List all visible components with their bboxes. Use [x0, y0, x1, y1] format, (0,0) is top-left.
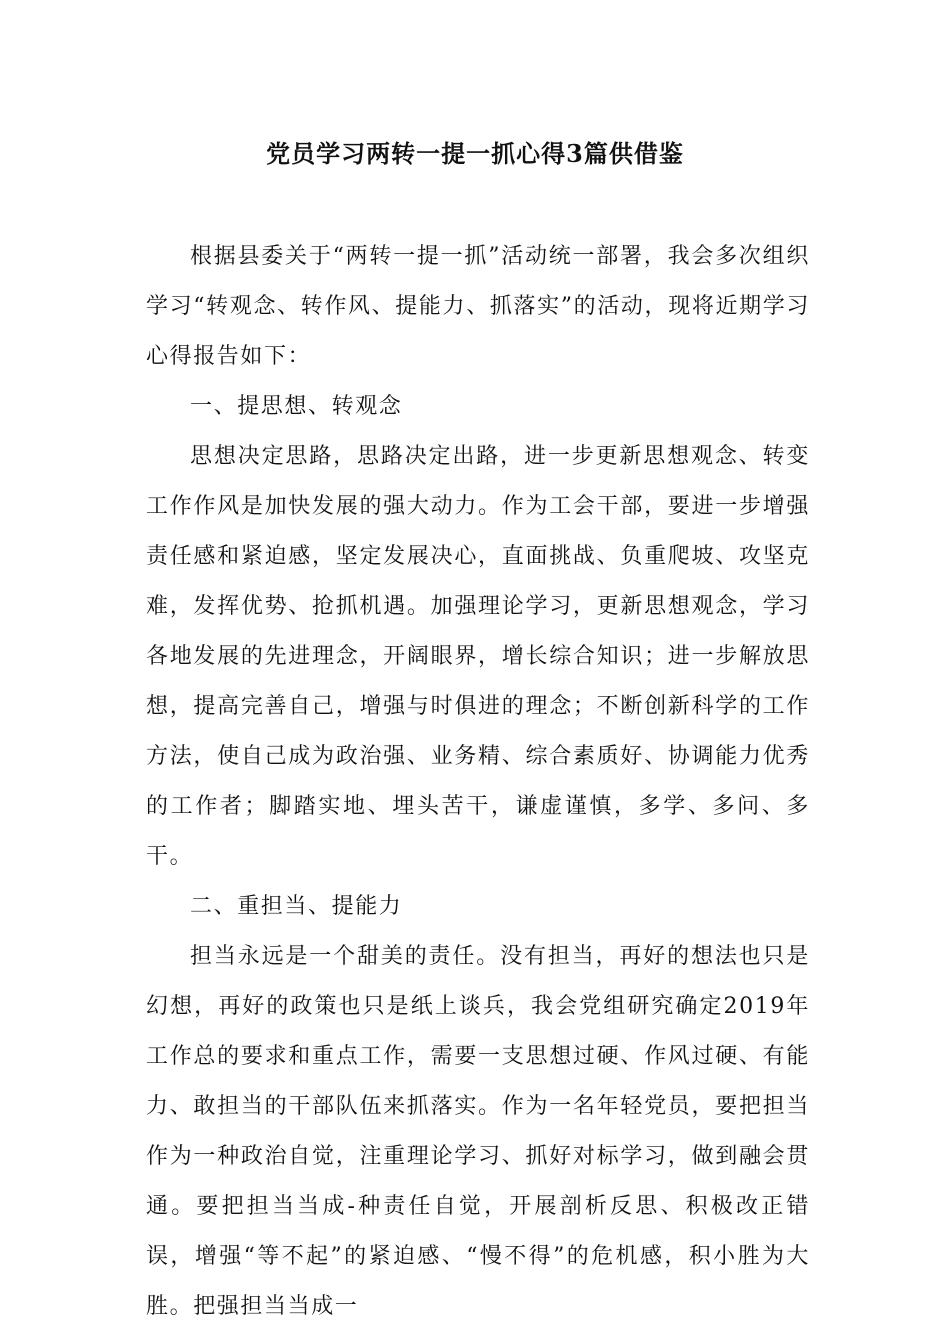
intro-paragraph: 根据县委关于“两转一提一抓”活动统一部署，我会多次组织学习“转观念、转作风、提能力、抓落实”的活动，现将近期学习心得报告如下： [146, 244, 810, 369]
section-2-paragraph: 担当永远是一个甜美的责任。没有担当，再好的想法也只是幻想，再好的政策也只是纸上谈兵，我会党组研究确定2019年工作总的要求和重点工作，需要一支思想过硬、作风过硬、有能力、敢担当的干部队伍来抓落实。作为一名年轻党员，要把担当作为一种政治自觉，注重理论学习、抓好对标学习，做到融会贯通。要把担当当成-种责任自觉，开展剖析反思、积极改正错误，增强“等不起”的紧迫感、“慢不得”的危机感，积小胜为大胜。把强担当当成一 [146, 944, 810, 1319]
section-heading-1: 一、提思想、转观念 [190, 394, 403, 419]
document-body [146, 232, 810, 1332]
document-title: 党员学习两转一提一抓心得3篇供借鉴 [266, 139, 684, 168]
section-1-paragraph: 思想决定思路，思路决定出路，进一步更新思想观念、转变工作作风是加快发展的强大动力。作为工会干部，要进一步增强责任感和紧迫感，坚定发展决心，直面挑战、负重爬坡、攻坚克难，发挥优势、抢抓机遇。加强理论学习，更新思想观念，学习各地发展的先进理念，开阔眼界，增长综合知识；进一步解放思想，提高完善自己，增强与时俱进的理念；不断创新科学的工作方法，使自己成为政治强、业务精、综合素质好、协调能力优秀的工作者；脚踏实地、埋头苦干，谦虚谨慎，多学、多问、多干。 [146, 444, 810, 869]
section-heading-2: 二、重担当、提能力 [190, 894, 403, 919]
